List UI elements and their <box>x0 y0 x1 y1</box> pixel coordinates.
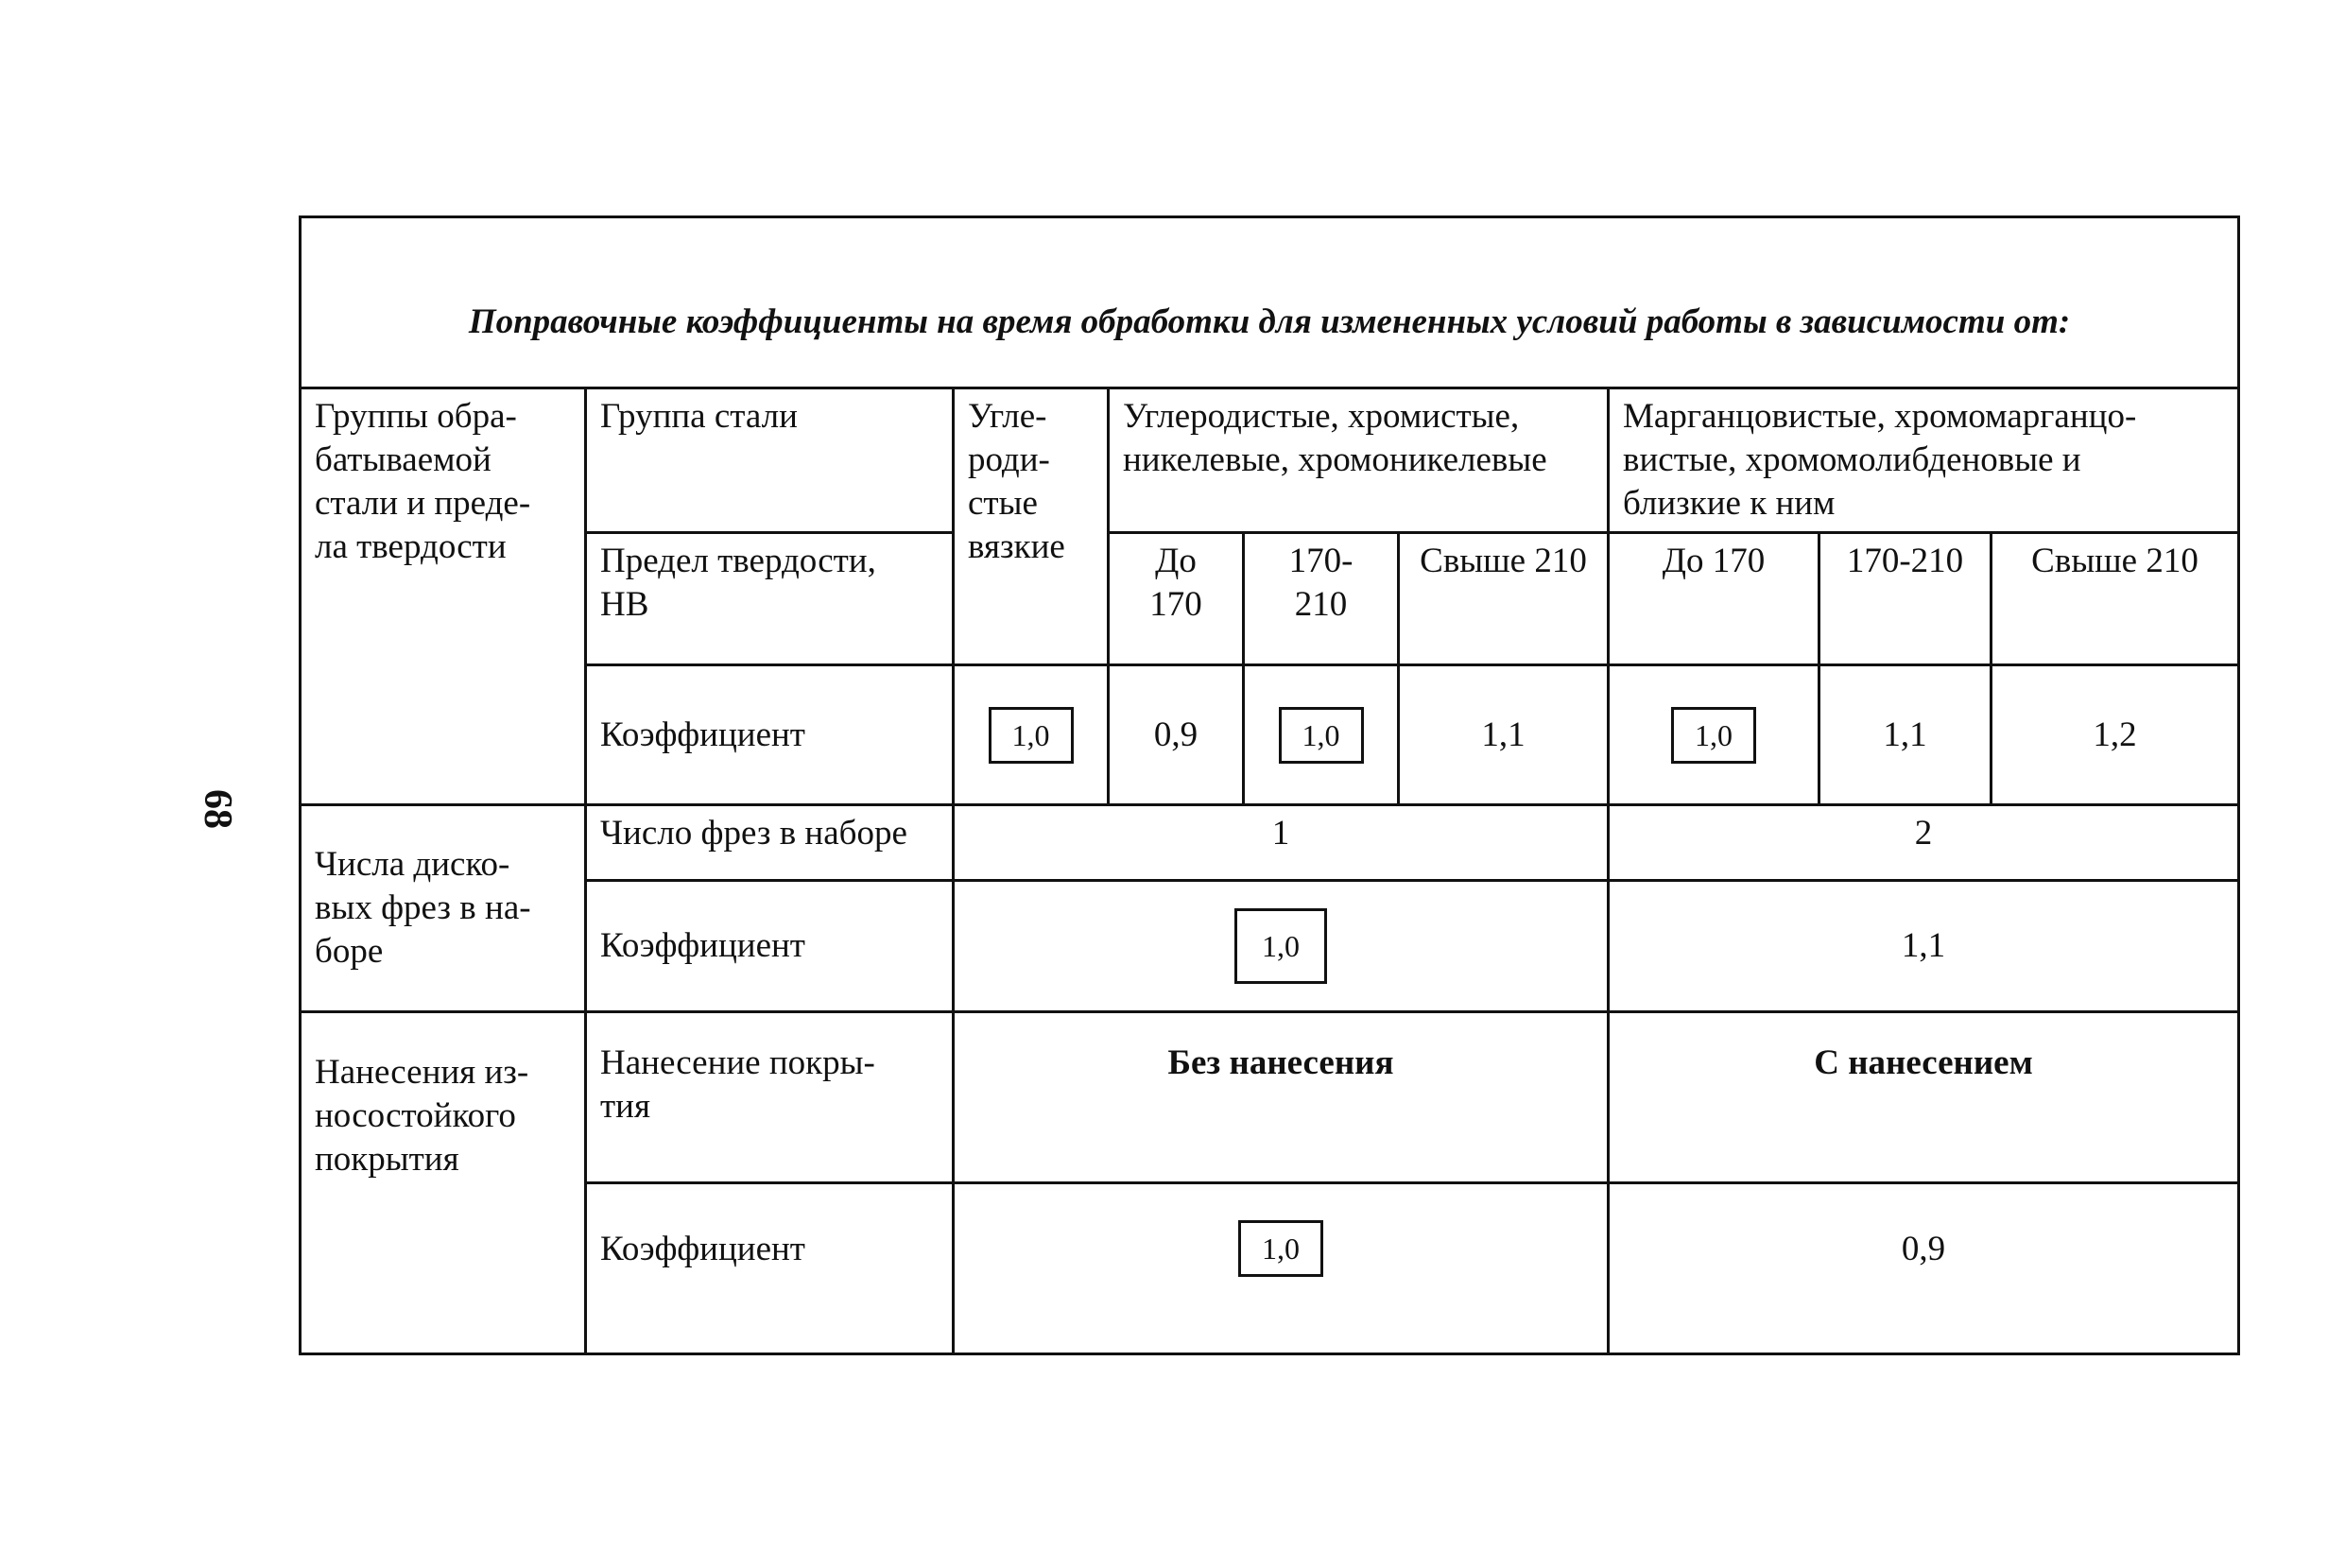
coating-option: С нанесением <box>1609 1012 2239 1183</box>
coef-cell: 1,1 <box>1399 665 1609 805</box>
coef-boxed-value: 1,0 <box>989 707 1074 764</box>
coating-label <box>586 1012 954 1183</box>
coefficient-label: Коэффициент <box>586 881 954 1012</box>
coef-cell <box>954 665 1109 805</box>
cutter-count-heading-text: Числа диско- вых фрез в на- боре <box>315 845 531 971</box>
a-range-cell <box>1244 533 1399 665</box>
coef-cell: 1,1 <box>1819 665 1992 805</box>
group-a-header <box>1109 388 1609 533</box>
carbon-viscous-header <box>954 388 1109 665</box>
correction-coefficients-table <box>299 215 2240 1355</box>
cutter-count-value: 2 <box>1609 805 2239 881</box>
coefficient-label: Коэффициент <box>586 665 954 805</box>
coef-cell: 0,9 <box>1609 1183 2239 1354</box>
coef-boxed-value: 1,0 <box>1279 707 1364 764</box>
a-range-text: До 170 <box>1149 542 1202 624</box>
coef-cell: 1,1 <box>1609 881 2239 1012</box>
coef-boxed-value: 1,0 <box>1671 707 1756 764</box>
a-range-text: 170- 210 <box>1288 542 1354 624</box>
coef-cell <box>1244 665 1399 805</box>
coating-option: Без нанесения <box>954 1012 1609 1183</box>
steel-group-heading-text: Группы обра- батываемой стали и преде- ла твердости <box>315 397 531 566</box>
b-range-cell: Свыше 210 <box>1992 533 2239 665</box>
coef-cell <box>1609 665 1819 805</box>
steel-group-heading <box>301 388 586 805</box>
group-b-text: Марганцовистые, хромомарганцо- вистые, хромомолибденовые и близкие к ним <box>1623 397 2137 523</box>
coating-heading <box>301 1012 586 1354</box>
a-range-text: Свыше 210 <box>1420 542 1587 580</box>
steel-group-label: Группа стали <box>586 388 954 533</box>
hardness-label <box>586 533 954 665</box>
coef-cell: 0,9 <box>1109 665 1244 805</box>
coef-cell <box>954 1183 1609 1354</box>
coefficient-label: Коэффициент <box>586 1183 954 1354</box>
coef-boxed-value: 1,0 <box>1238 1220 1323 1277</box>
a-range-cell <box>1109 533 1244 665</box>
group-a-text: Углеродистые, хромистые, никелевые, хромоникелевые <box>1123 397 1547 479</box>
b-range-cell: 170-210 <box>1819 533 1992 665</box>
coating-heading-text: Нанесения из- носостойкого покрытия <box>315 1053 529 1179</box>
carbon-viscous-text: Угле- роди- стые вязкие <box>968 397 1065 566</box>
hardness-label-text: Предел твердости, НВ <box>600 542 876 624</box>
page-number: 68 <box>196 789 239 829</box>
cutter-count-label: Число фрез в наборе <box>586 805 954 881</box>
table-title: Поправочные коэффициенты на время обработки для измененных условий работы в зависимости от: <box>301 217 2239 388</box>
a-range-cell <box>1399 533 1609 665</box>
coef-boxed-value: 1,0 <box>1234 908 1327 984</box>
group-b-header <box>1609 388 2239 533</box>
b-range-cell: До 170 <box>1609 533 1819 665</box>
coef-cell: 1,2 <box>1992 665 2239 805</box>
coating-label-text: Нанесение покры- тия <box>600 1043 875 1126</box>
cutter-count-value: 1 <box>954 805 1609 881</box>
coef-cell <box>954 881 1609 1012</box>
cutter-count-heading <box>301 805 586 1012</box>
